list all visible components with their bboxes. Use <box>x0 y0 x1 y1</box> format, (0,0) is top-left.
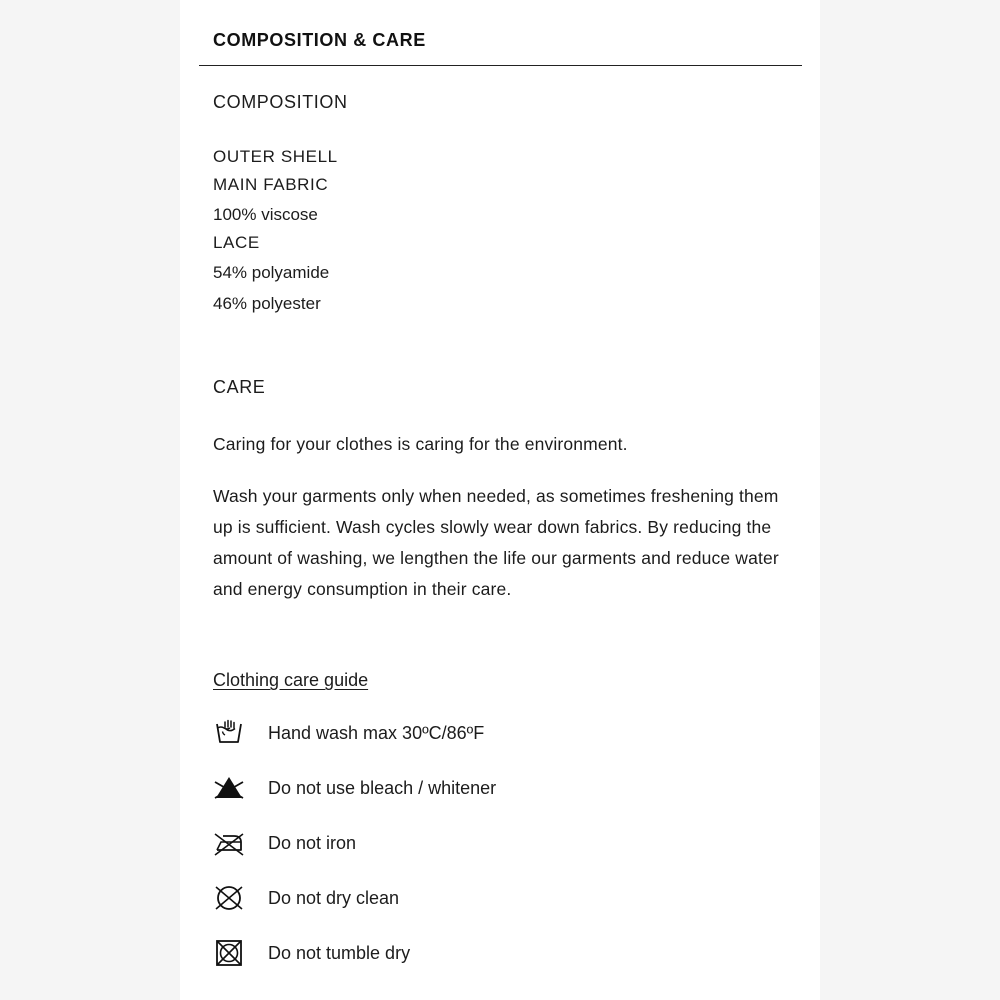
care-instruction-label: Do not tumble dry <box>268 943 411 963</box>
care-paragraph: Wash your garments only when needed, as sometimes freshening them up is sufficient. Wash cycles slowly wear down fabrics. By reducing the amount of washing, we lengthen the life our garments and reduce water and energy consumption in their care. <box>213 486 779 599</box>
care-intro: Caring for your clothes is caring for the environment. <box>213 434 628 454</box>
no-dry-clean-icon <box>212 883 246 913</box>
header-divider <box>199 65 802 66</box>
no-iron-icon <box>212 828 246 858</box>
composition-line: OUTER SHELL <box>213 147 338 166</box>
care-instruction-label: Do not iron <box>268 833 357 853</box>
composition-line: 100% viscose <box>213 205 318 224</box>
care-instruction-label: Hand wash max 30ºC/86ºF <box>268 723 485 743</box>
composition-heading: COMPOSITION <box>213 92 348 112</box>
care-instruction-no-iron <box>210 826 770 862</box>
care-instruction-no-tumble-dry <box>210 936 770 972</box>
composition-line: MAIN FABRIC <box>213 175 329 194</box>
care-instruction-label: Do not use bleach / whitener <box>268 778 497 798</box>
care-instruction-no-bleach <box>210 771 770 807</box>
care-heading: CARE <box>213 377 266 397</box>
no-bleach-icon <box>212 773 246 803</box>
composition-line: 46% polyester <box>213 294 321 313</box>
composition-line: 54% polyamide <box>213 263 330 282</box>
page-title: COMPOSITION & CARE <box>213 30 426 50</box>
hand-wash-icon <box>212 718 246 748</box>
clothing-care-guide-link[interactable]: Clothing care guide <box>213 670 369 690</box>
care-instruction-no-dry-clean <box>210 881 770 917</box>
care-instruction-label: Do not dry clean <box>268 888 400 908</box>
composition-line: LACE <box>213 233 260 252</box>
care-instruction-hand-wash <box>210 716 770 752</box>
no-tumble-dry-icon <box>212 938 246 968</box>
